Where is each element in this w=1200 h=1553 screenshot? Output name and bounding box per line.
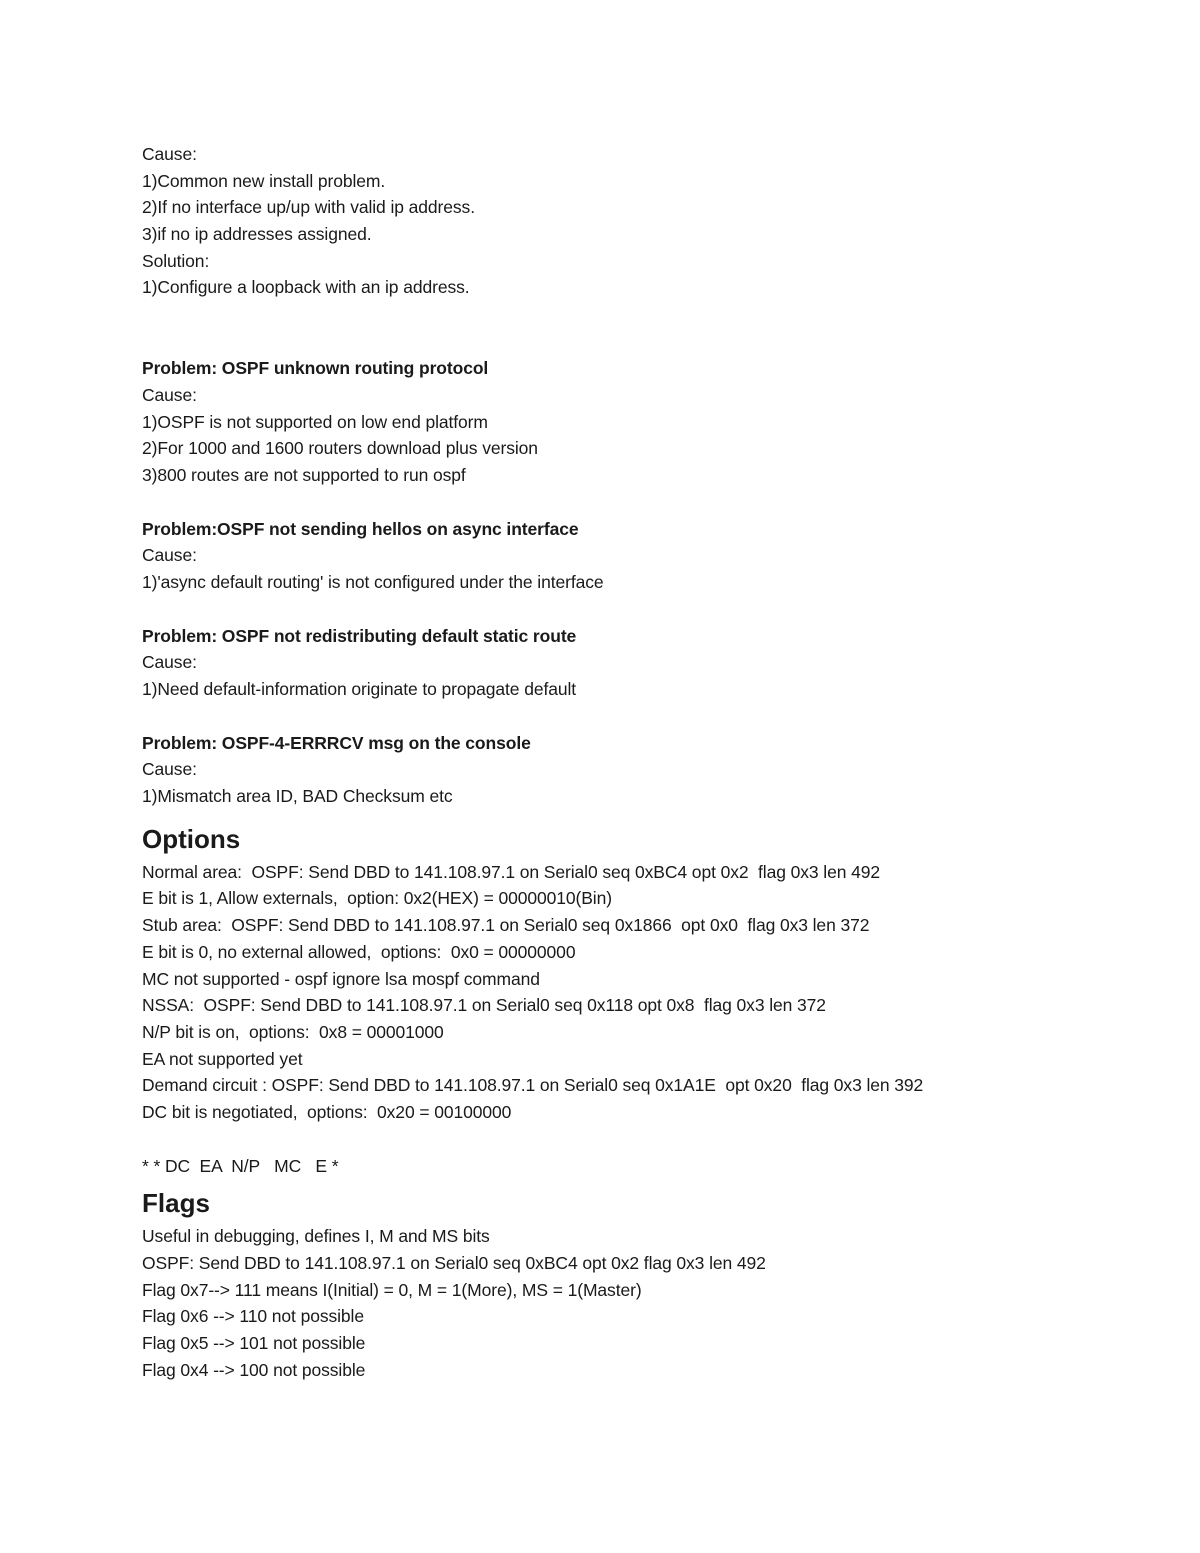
problem-unknown-protocol-section (142, 355, 1142, 488)
text-line: MC not supported - ospf ignore lsa mospf command (142, 968, 540, 989)
text-line: E bit is 1, Allow externals, option: 0x2(HEX) = 00000010(Bin) (142, 888, 612, 909)
text-line: N/P bit is on, options: 0x8 = 00001000 (142, 1021, 444, 1042)
flags-section (142, 1183, 1142, 1383)
text-line: Cause: (142, 384, 197, 405)
flags-heading: Flags (142, 1188, 210, 1219)
text-line: 1)'async default routing' is not configured under the interface (142, 571, 604, 592)
text-line: Flag 0x4 --> 100 not possible (142, 1359, 366, 1380)
text-line: 1)Common new install problem. (142, 170, 386, 191)
problem-hellos-section (142, 516, 1142, 596)
text-line: 1)Need default-information originate to propagate default (142, 679, 577, 699)
problem-title: Problem: OSPF unknown routing protocol (142, 358, 489, 379)
text-line: Normal area: OSPF: Send DBD to 141.108.97.1 on Serial0 seq 0xBC4 opt 0x2 flag 0x3 len 492 (142, 861, 881, 882)
text-line: Cause: (142, 652, 197, 673)
intro-cause-section (142, 141, 1142, 301)
text-line: OSPF: Send DBD to 141.108.97.1 on Serial0 seq 0xBC4 opt 0x2 flag 0x3 len 492 (142, 1253, 766, 1273)
text-line: 2)For 1000 and 1600 routers download plus version (142, 438, 538, 459)
text-line: NSSA: OSPF: Send DBD to 141.108.97.1 on Serial0 seq 0x118 opt 0x8 flag 0x3 len 372 (142, 995, 826, 1016)
text-line: E bit is 0, no external allowed, options: 0x0 = 00000000 (142, 941, 576, 962)
options-heading: Options (142, 823, 241, 854)
text-line: Flag 0x6 --> 110 not possible (142, 1306, 364, 1327)
problem-title: Problem: OSPF-4-ERRRCV msg on the console (142, 732, 531, 753)
text-line: Stub area: OSPF: Send DBD to 141.108.97.1 on Serial0 seq 0x1866 opt 0x0 flag 0x3 len 372 (142, 915, 870, 936)
text-line: 1)Mismatch area ID, BAD Checksum etc (142, 786, 453, 807)
text-line: 1)Configure a loopback with an ip address. (142, 277, 470, 298)
text-line: Useful in debugging, defines I, M and MS bits (142, 1226, 490, 1247)
text-line: Cause: (142, 144, 197, 164)
text-line: Flag 0x7--> 111 means I(Initial) = 0, M = 1(More), MS = 1(Master) (142, 1279, 642, 1300)
text-line: DC bit is negotiated, options: 0x20 = 00100000 (142, 1101, 512, 1122)
text-line: 3)if no ip addresses assigned. (142, 224, 372, 245)
text-line: Solution: (142, 250, 210, 271)
text-line: Flag 0x5 --> 101 not possible (142, 1333, 366, 1354)
problem-title: Problem:OSPF not sending hellos on async interface (142, 518, 579, 539)
problem-title: Problem: OSPF not redistributing default static route (142, 625, 577, 646)
document-page (142, 141, 1142, 1383)
text-line: Cause: (142, 759, 197, 780)
text-line: 1)OSPF is not supported on low end platform (142, 411, 488, 432)
text-line: 3)800 routes are not supported to run ospf (142, 464, 466, 485)
problem-redistribute-section (142, 623, 1142, 703)
text-line: Demand circuit : OSPF: Send DBD to 141.108.97.1 on Serial0 seq 0x1A1E opt 0x20 flag 0x3 len 392 (142, 1075, 924, 1096)
options-section (142, 819, 1142, 1180)
text-line: 2)If no interface up/up with valid ip address. (142, 197, 475, 218)
text-line: EA not supported yet (142, 1048, 303, 1069)
problem-errrcv-section (142, 730, 1142, 810)
options-bit-row: * * DC EA N/P MC E * (142, 1155, 339, 1176)
text-line: Cause: (142, 545, 197, 566)
